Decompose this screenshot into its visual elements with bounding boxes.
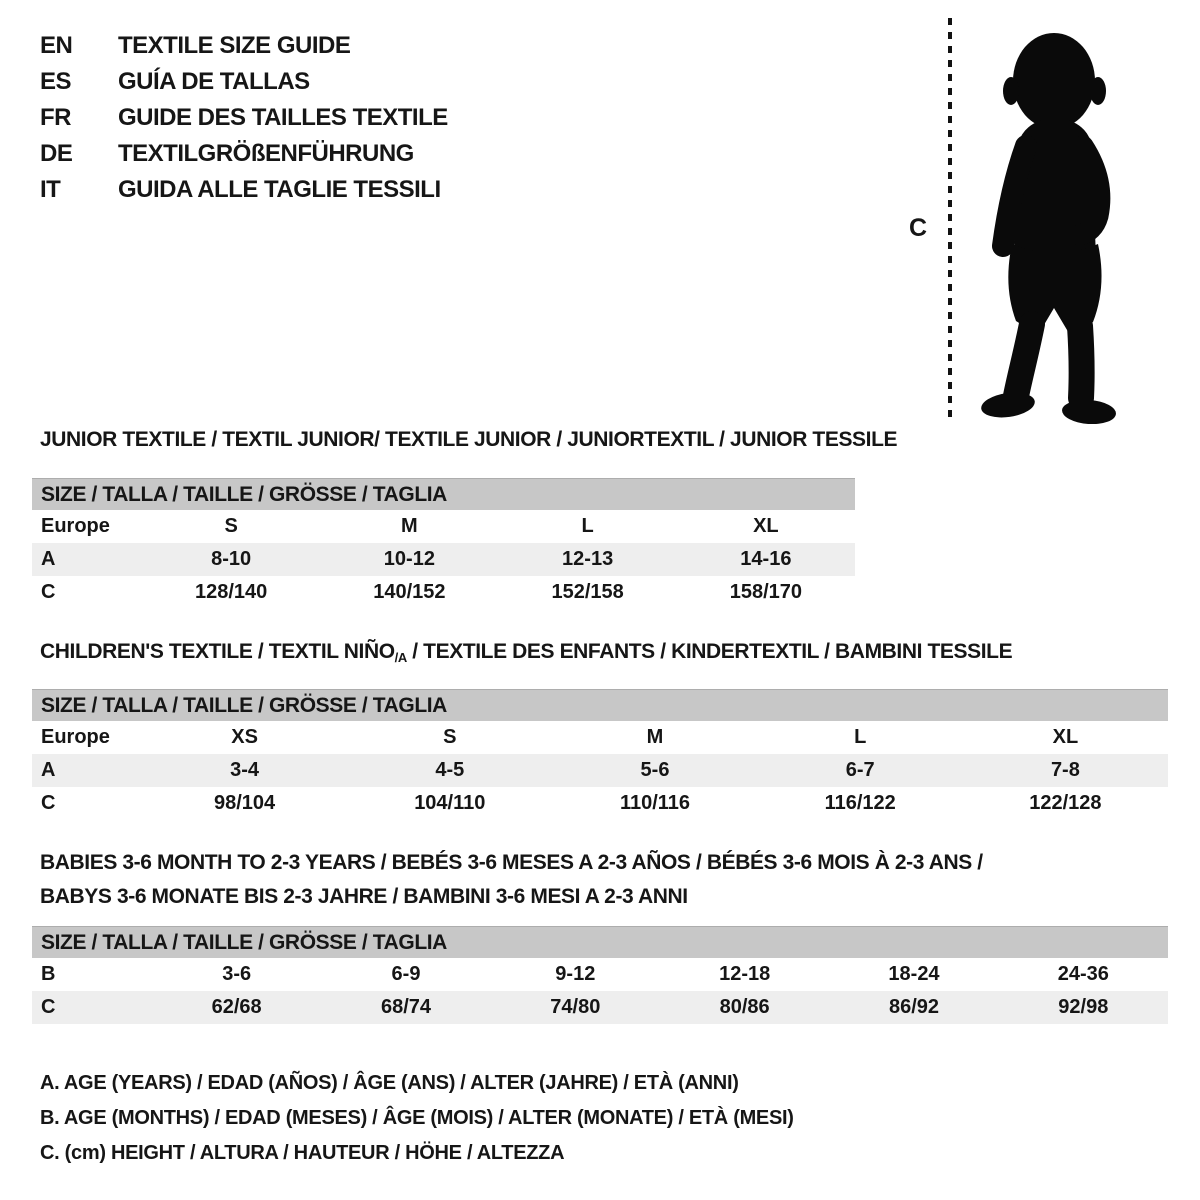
language-code: ES <box>40 68 72 95</box>
language-title: TEXTILE SIZE GUIDE <box>118 32 351 59</box>
table-cell: 4-5 <box>435 759 465 781</box>
table-cell: XS <box>231 726 258 748</box>
table-cell: 122/128 <box>1029 792 1102 814</box>
table-row <box>32 991 1168 1024</box>
table-cell: 68/74 <box>380 996 432 1018</box>
title-line: BABIES 3-6 MONTH TO 2-3 YEARS / BEBÉS 3-6 MESES A 2-3 AÑOS / BÉBÉS 3-6 MOIS À 2-3 ANS / <box>40 851 983 874</box>
table-cell: 140/152 <box>373 581 446 603</box>
table-cell: 6-9 <box>391 963 421 985</box>
table-cell: 5-6 <box>640 759 670 781</box>
table-row <box>32 787 1168 820</box>
table-cell: 6-7 <box>845 759 875 781</box>
table-cell: 80/86 <box>719 996 770 1018</box>
row-label: C <box>41 996 56 1018</box>
language-title: GUÍA DE TALLAS <box>118 68 310 95</box>
table-cell: S <box>224 515 238 537</box>
language-code: EN <box>40 32 73 59</box>
table-cell: 104/110 <box>414 792 486 814</box>
legend-line-b: B. AGE (MONTHS) / EDAD (MESES) / ÂGE (MOIS) / ALTER (MONATE) / ETÀ (MESI) <box>40 1107 794 1129</box>
table-row <box>32 754 1168 787</box>
height-figure <box>905 16 1155 426</box>
table-cell: 116/122 <box>824 792 896 814</box>
row-label: Europe <box>41 726 110 748</box>
section-title-junior: JUNIOR TEXTILE / TEXTIL JUNIOR/ TEXTILE JUNIOR / JUNIORTEXTIL / JUNIOR TESSILE <box>40 428 898 451</box>
row-label: A <box>41 548 56 570</box>
table-cell: 18-24 <box>888 963 940 985</box>
table-cell: 8-10 <box>211 548 252 570</box>
language-title: GUIDA ALLE TAGLIE TESSILI <box>118 176 441 203</box>
height-measure-label: C <box>909 214 928 242</box>
language-list <box>40 28 448 208</box>
table-row <box>32 721 1168 754</box>
table-cell: S <box>443 726 457 748</box>
title-subscript: /A <box>394 650 407 665</box>
table-cell: M <box>401 515 418 537</box>
table-cell: 152/158 <box>551 581 624 603</box>
table-cell: M <box>646 726 664 748</box>
section-title-children <box>40 640 1012 665</box>
language-title: TEXTILGRÖßENFÜHRUNG <box>118 140 414 167</box>
language-row <box>40 100 448 136</box>
table-header-band: SIZE / TALLA / TAILLE / GRÖSSE / TAGLIA <box>32 926 1168 958</box>
height-measure-line <box>948 18 952 418</box>
language-code: FR <box>40 104 71 131</box>
table-cell: 62/68 <box>211 996 262 1018</box>
language-title: GUIDE DES TAILLES TEXTILE <box>118 104 448 131</box>
size-table-children <box>32 689 1168 820</box>
table-cell: 7-8 <box>1050 759 1080 781</box>
title-text: / TEXTILE DES ENFANTS / KINDERTEXTIL / BAMBINI TESSILE <box>406 640 1013 663</box>
table-cell: 110/116 <box>619 792 691 814</box>
row-label: C <box>41 581 56 603</box>
row-label: A <box>41 759 56 781</box>
language-code: IT <box>40 176 61 203</box>
table-cell: 3-4 <box>230 759 260 781</box>
language-code: DE <box>40 140 73 167</box>
table-row <box>32 958 1168 991</box>
table-cell: 3-6 <box>222 963 252 985</box>
row-label: Europe <box>41 515 110 537</box>
table-row <box>32 576 855 609</box>
table-cell: 128/140 <box>194 581 268 603</box>
table-cell: 158/170 <box>729 581 803 603</box>
row-label: C <box>41 792 56 814</box>
table-header-band: SIZE / TALLA / TAILLE / GRÖSSE / TAGLIA <box>32 478 855 510</box>
language-row <box>40 136 448 172</box>
table-cell: XL <box>1052 726 1079 748</box>
legend-line-c: C. (cm) HEIGHT / ALTURA / HAUTEUR / HÖHE / ALTEZZA <box>40 1142 565 1164</box>
table-cell: 10-12 <box>383 548 435 570</box>
table-cell: 9-12 <box>555 963 596 985</box>
section-title-babies <box>40 846 983 914</box>
size-table-babies <box>32 926 1168 1024</box>
size-table-junior <box>32 478 855 609</box>
legend-line-a: A. AGE (YEARS) / EDAD (AÑOS) / ÂGE (ANS) / ALTER (JAHRE) / ETÀ (ANNI) <box>40 1072 739 1094</box>
table-cell: 12-18 <box>719 963 771 985</box>
row-label: B <box>41 963 56 985</box>
table-cell: L <box>854 726 867 748</box>
language-row <box>40 28 448 64</box>
table-cell: XL <box>753 515 779 537</box>
title-line: BABYS 3-6 MONATE BIS 2-3 JAHRE / BAMBINI 3-6 MESI A 2-3 ANNI <box>40 885 688 908</box>
table-cell: L <box>581 515 594 537</box>
table-cell: 14-16 <box>740 548 792 570</box>
language-row <box>40 64 448 100</box>
table-row <box>32 543 855 576</box>
table-cell: 98/104 <box>214 792 276 814</box>
table-row <box>32 510 855 543</box>
table-cell: 74/80 <box>550 996 601 1018</box>
table-cell: 86/92 <box>888 996 940 1018</box>
table-cell: 24-36 <box>1057 963 1109 985</box>
table-header-band: SIZE / TALLA / TAILLE / GRÖSSE / TAGLIA <box>32 689 1168 721</box>
table-cell: 92/98 <box>1058 996 1109 1018</box>
title-text: CHILDREN'S TEXTILE / TEXTIL NIÑO <box>40 640 395 663</box>
language-row <box>40 172 448 208</box>
table-cell: 12-13 <box>562 548 614 570</box>
legend <box>40 1066 794 1171</box>
baby-silhouette <box>963 24 1139 424</box>
